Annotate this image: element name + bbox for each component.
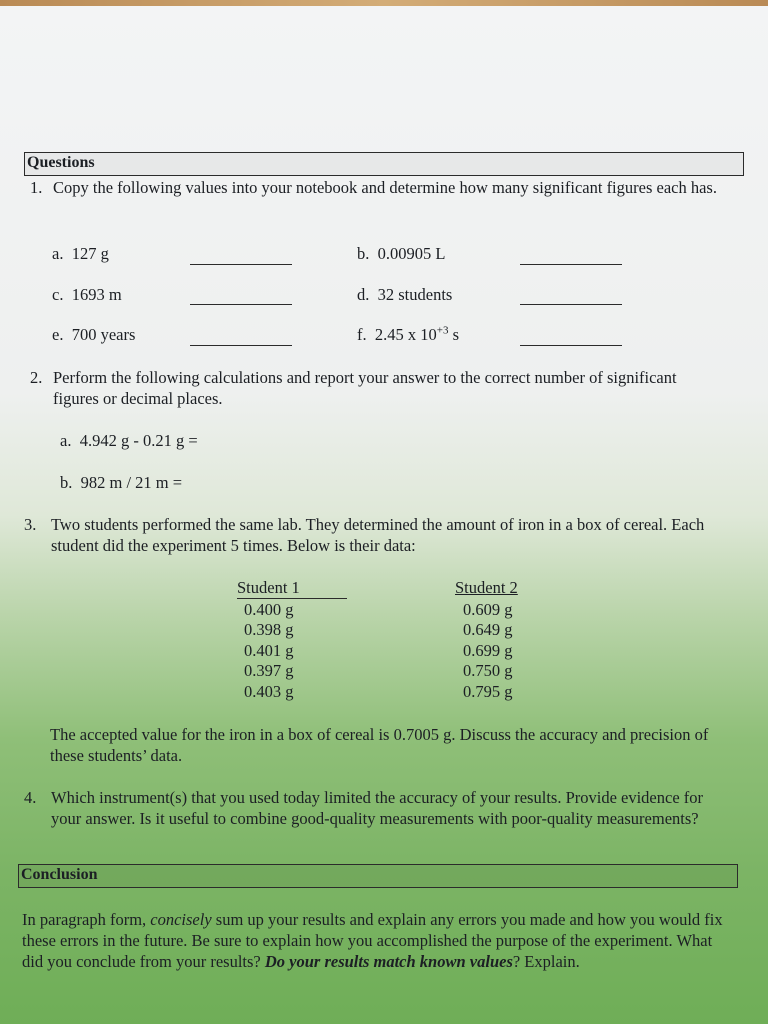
student-1-header: Student 1	[237, 577, 347, 599]
student-1-value: 0.398 g	[244, 620, 294, 639]
conclusion-text: In paragraph form, concisely sum up your results and explain any errors you made and how you would fix these errors in the future. Be sure to explain how you accomplished the purpose of the experiment. What did you conclude from your results? Do your results match known values? Explain.	[22, 910, 723, 971]
student-2-value: 0.609 g	[463, 600, 513, 619]
q1-item-e: e. 700 years	[52, 325, 136, 344]
student-2-value: 0.699 g	[463, 641, 513, 660]
student-1-value: 0.403 g	[244, 682, 294, 701]
question-2-number: 2.	[30, 368, 43, 387]
q1-answer-blank-d[interactable]	[520, 304, 622, 305]
q1-answer-blank-c[interactable]	[190, 304, 292, 305]
question-3-text: Two students performed the same lab. They determined the amount of iron in a box of cereal. Each student did the experiment 5 times. Below is their data:	[51, 515, 705, 555]
student-1-value: 0.400 g	[244, 600, 294, 619]
question-4	[24, 787, 744, 828]
question-4-number: 4.	[24, 788, 37, 807]
student-1-value: 0.397 g	[244, 661, 294, 680]
q1-answer-blank-a[interactable]	[190, 264, 292, 265]
q1-item-c: c. 1693 m	[52, 285, 122, 304]
questions-header-label: Questions	[27, 154, 95, 171]
student-2-header: Student 2	[455, 578, 518, 597]
q1-answer-blank-b[interactable]	[520, 264, 622, 265]
q1-item-f: f. 2.45 x $10^{+3}$ s	[357, 324, 460, 344]
q1-answer-blank-e[interactable]	[190, 345, 292, 346]
question-2	[30, 367, 730, 408]
worksheet-page	[0, 6, 768, 1024]
q1-item-d: d. 32 students	[357, 285, 453, 304]
question-1	[30, 177, 730, 198]
questions-header	[24, 152, 744, 176]
student-2-value: 0.750 g	[463, 661, 513, 680]
question-4-text: Which instrument(s) that you used today limited the accuracy of your results. Provide evidence for your answer. Is it useful to combine good-quality measurements with poor-quality measurements?	[51, 788, 704, 828]
question-3-followup: The accepted value for the iron in a box of cereal is 0.7005 g. Discuss the accuracy and precision of these students’ data.	[50, 725, 709, 765]
question-2-text: Perform the following calculations and report your answer to the correct number of significant figures or decimal places.	[53, 368, 677, 408]
conclusion-header-label: Conclusion	[21, 866, 98, 883]
q2-item-b: b. 982 m / 21 m =	[60, 473, 183, 492]
q2-item-a: a. 4.942 g - 0.21 g =	[60, 431, 198, 450]
q1-item-b: b. 0.00905 L	[357, 244, 446, 263]
q1-answer-blank-f[interactable]	[520, 345, 622, 346]
conclusion-header	[18, 864, 738, 888]
student-1-value: 0.401 g	[244, 641, 294, 660]
student-2-value: 0.795 g	[463, 682, 513, 701]
question-1-text: Copy the following values into your notebook and determine how many significant figures each has.	[53, 178, 717, 197]
student-2-value: 0.649 g	[463, 620, 513, 639]
question-3-number: 3.	[24, 515, 37, 534]
q1-item-a: a. 127 g	[52, 244, 109, 263]
question-1-number: 1.	[30, 178, 43, 197]
question-3	[24, 514, 744, 555]
